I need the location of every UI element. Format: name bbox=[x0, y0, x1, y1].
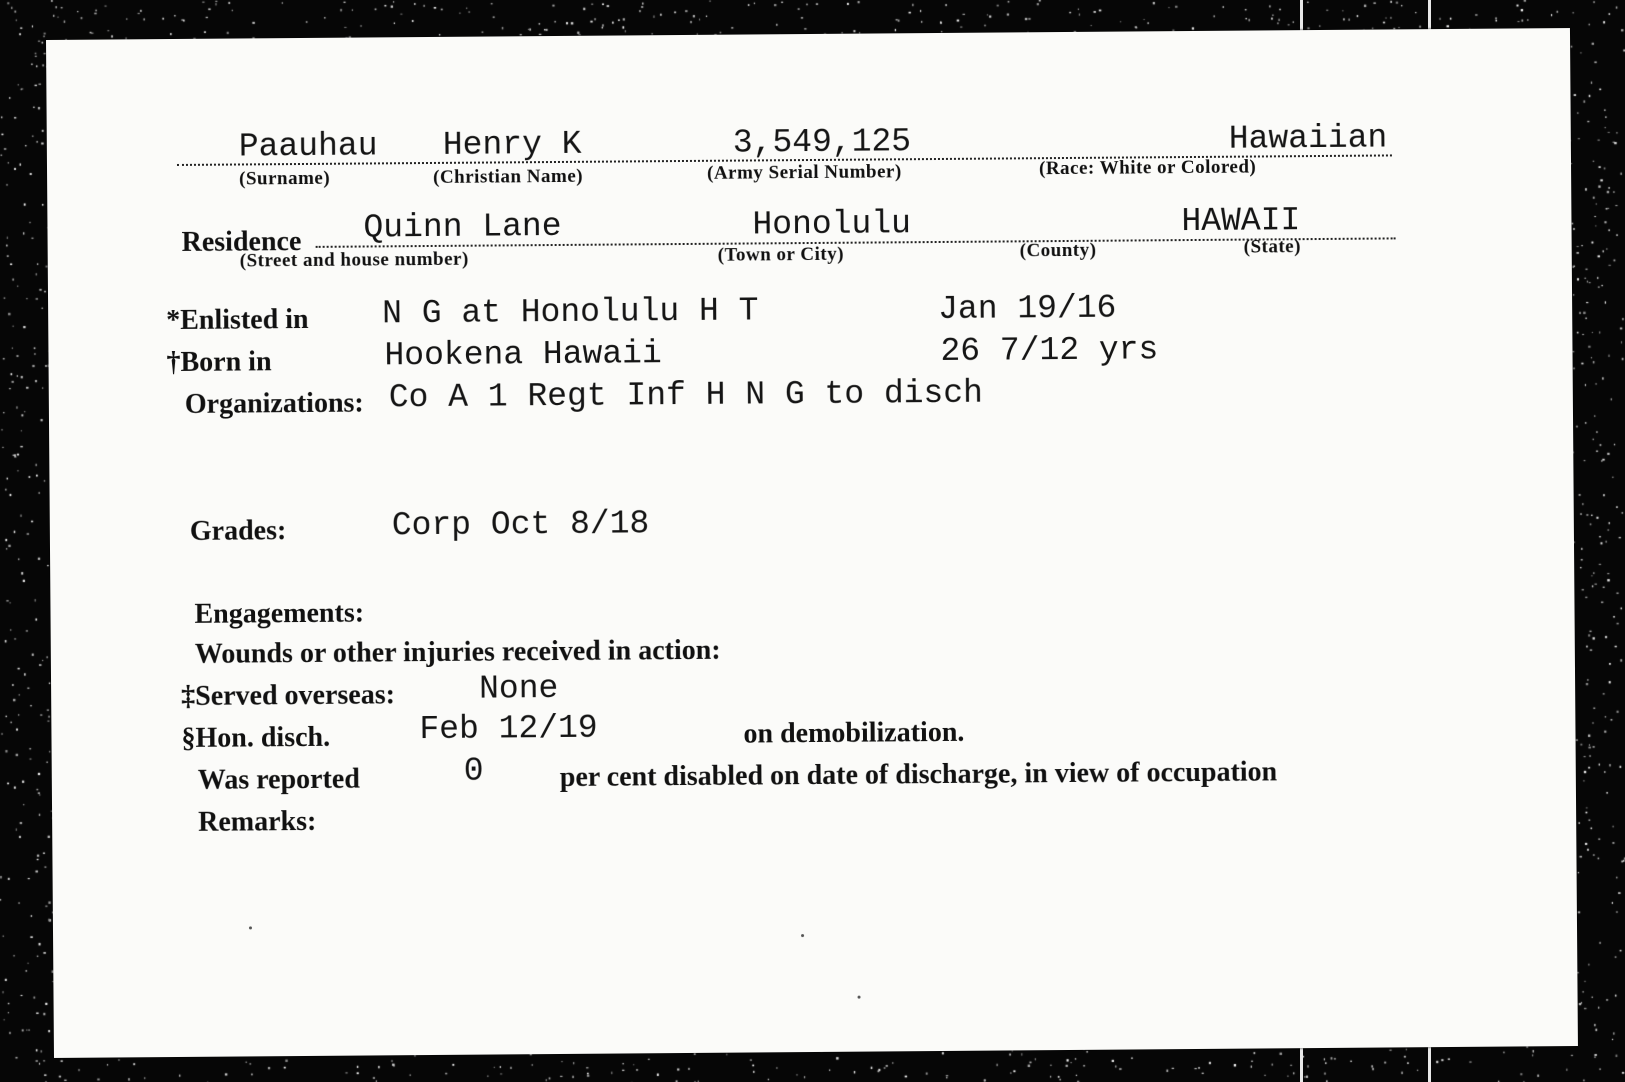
disability-percent-value: 0 bbox=[463, 752, 484, 790]
born-age-value: 26 7/12 yrs bbox=[940, 331, 1159, 370]
was-reported-label: Was reported bbox=[197, 763, 360, 796]
born-label: †Born in bbox=[166, 346, 272, 379]
disability-suffix: per cent disabled on date of discharge, in view of occupation bbox=[559, 756, 1278, 793]
ink-speck bbox=[858, 996, 861, 999]
engagements-label: Engagements: bbox=[194, 597, 365, 630]
enlisted-place-value: N G at Honolulu H T bbox=[382, 292, 759, 333]
born-place-value: Hookena Hawaii bbox=[384, 335, 662, 375]
ink-speck bbox=[249, 926, 252, 929]
organizations-label: Organizations: bbox=[184, 387, 364, 420]
race-caption: (Race: White or Colored) bbox=[1038, 156, 1257, 180]
street-value: Quinn Lane bbox=[363, 207, 562, 247]
surname-value: Paauhau bbox=[238, 127, 378, 166]
christian-name-value: Henry K bbox=[442, 125, 582, 164]
state-value: HAWAII bbox=[1181, 202, 1301, 241]
service-record-card bbox=[46, 28, 1578, 1058]
town-caption: (Town or City) bbox=[717, 243, 845, 266]
state-caption: (State) bbox=[1243, 236, 1302, 258]
race-value: Hawaiian bbox=[1228, 119, 1388, 158]
hon-disch-label: §Hon. disch. bbox=[181, 721, 331, 754]
hon-disch-suffix: on demobilization. bbox=[743, 716, 965, 750]
remarks-label: Remarks: bbox=[198, 805, 317, 838]
serial-number-value: 3,549,125 bbox=[732, 123, 912, 162]
organizations-value: Co A 1 Regt Inf H N G to disch bbox=[388, 374, 984, 417]
enlisted-label: *Enlisted in bbox=[166, 303, 309, 337]
served-overseas-label: ‡Served overseas: bbox=[181, 679, 396, 712]
served-overseas-value: None bbox=[478, 669, 559, 708]
surname-caption: (Surname) bbox=[239, 167, 331, 190]
county-caption: (County) bbox=[1019, 239, 1097, 262]
town-value: Honolulu bbox=[752, 205, 912, 244]
christian-name-caption: (Christian Name) bbox=[433, 165, 584, 188]
wounds-label: Wounds or other injuries received in action: bbox=[194, 634, 721, 670]
hon-disch-date-value: Feb 12/19 bbox=[419, 709, 598, 749]
enlisted-date-value: Jan 19/16 bbox=[937, 289, 1117, 329]
grades-value: Corp Oct 8/18 bbox=[391, 505, 650, 545]
ink-speck bbox=[801, 934, 804, 937]
residence-label: Residence bbox=[181, 226, 302, 258]
grades-label: Grades: bbox=[189, 515, 287, 547]
serial-number-caption: (Army Serial Number) bbox=[706, 161, 902, 184]
street-caption: (Street and house number) bbox=[239, 248, 469, 272]
